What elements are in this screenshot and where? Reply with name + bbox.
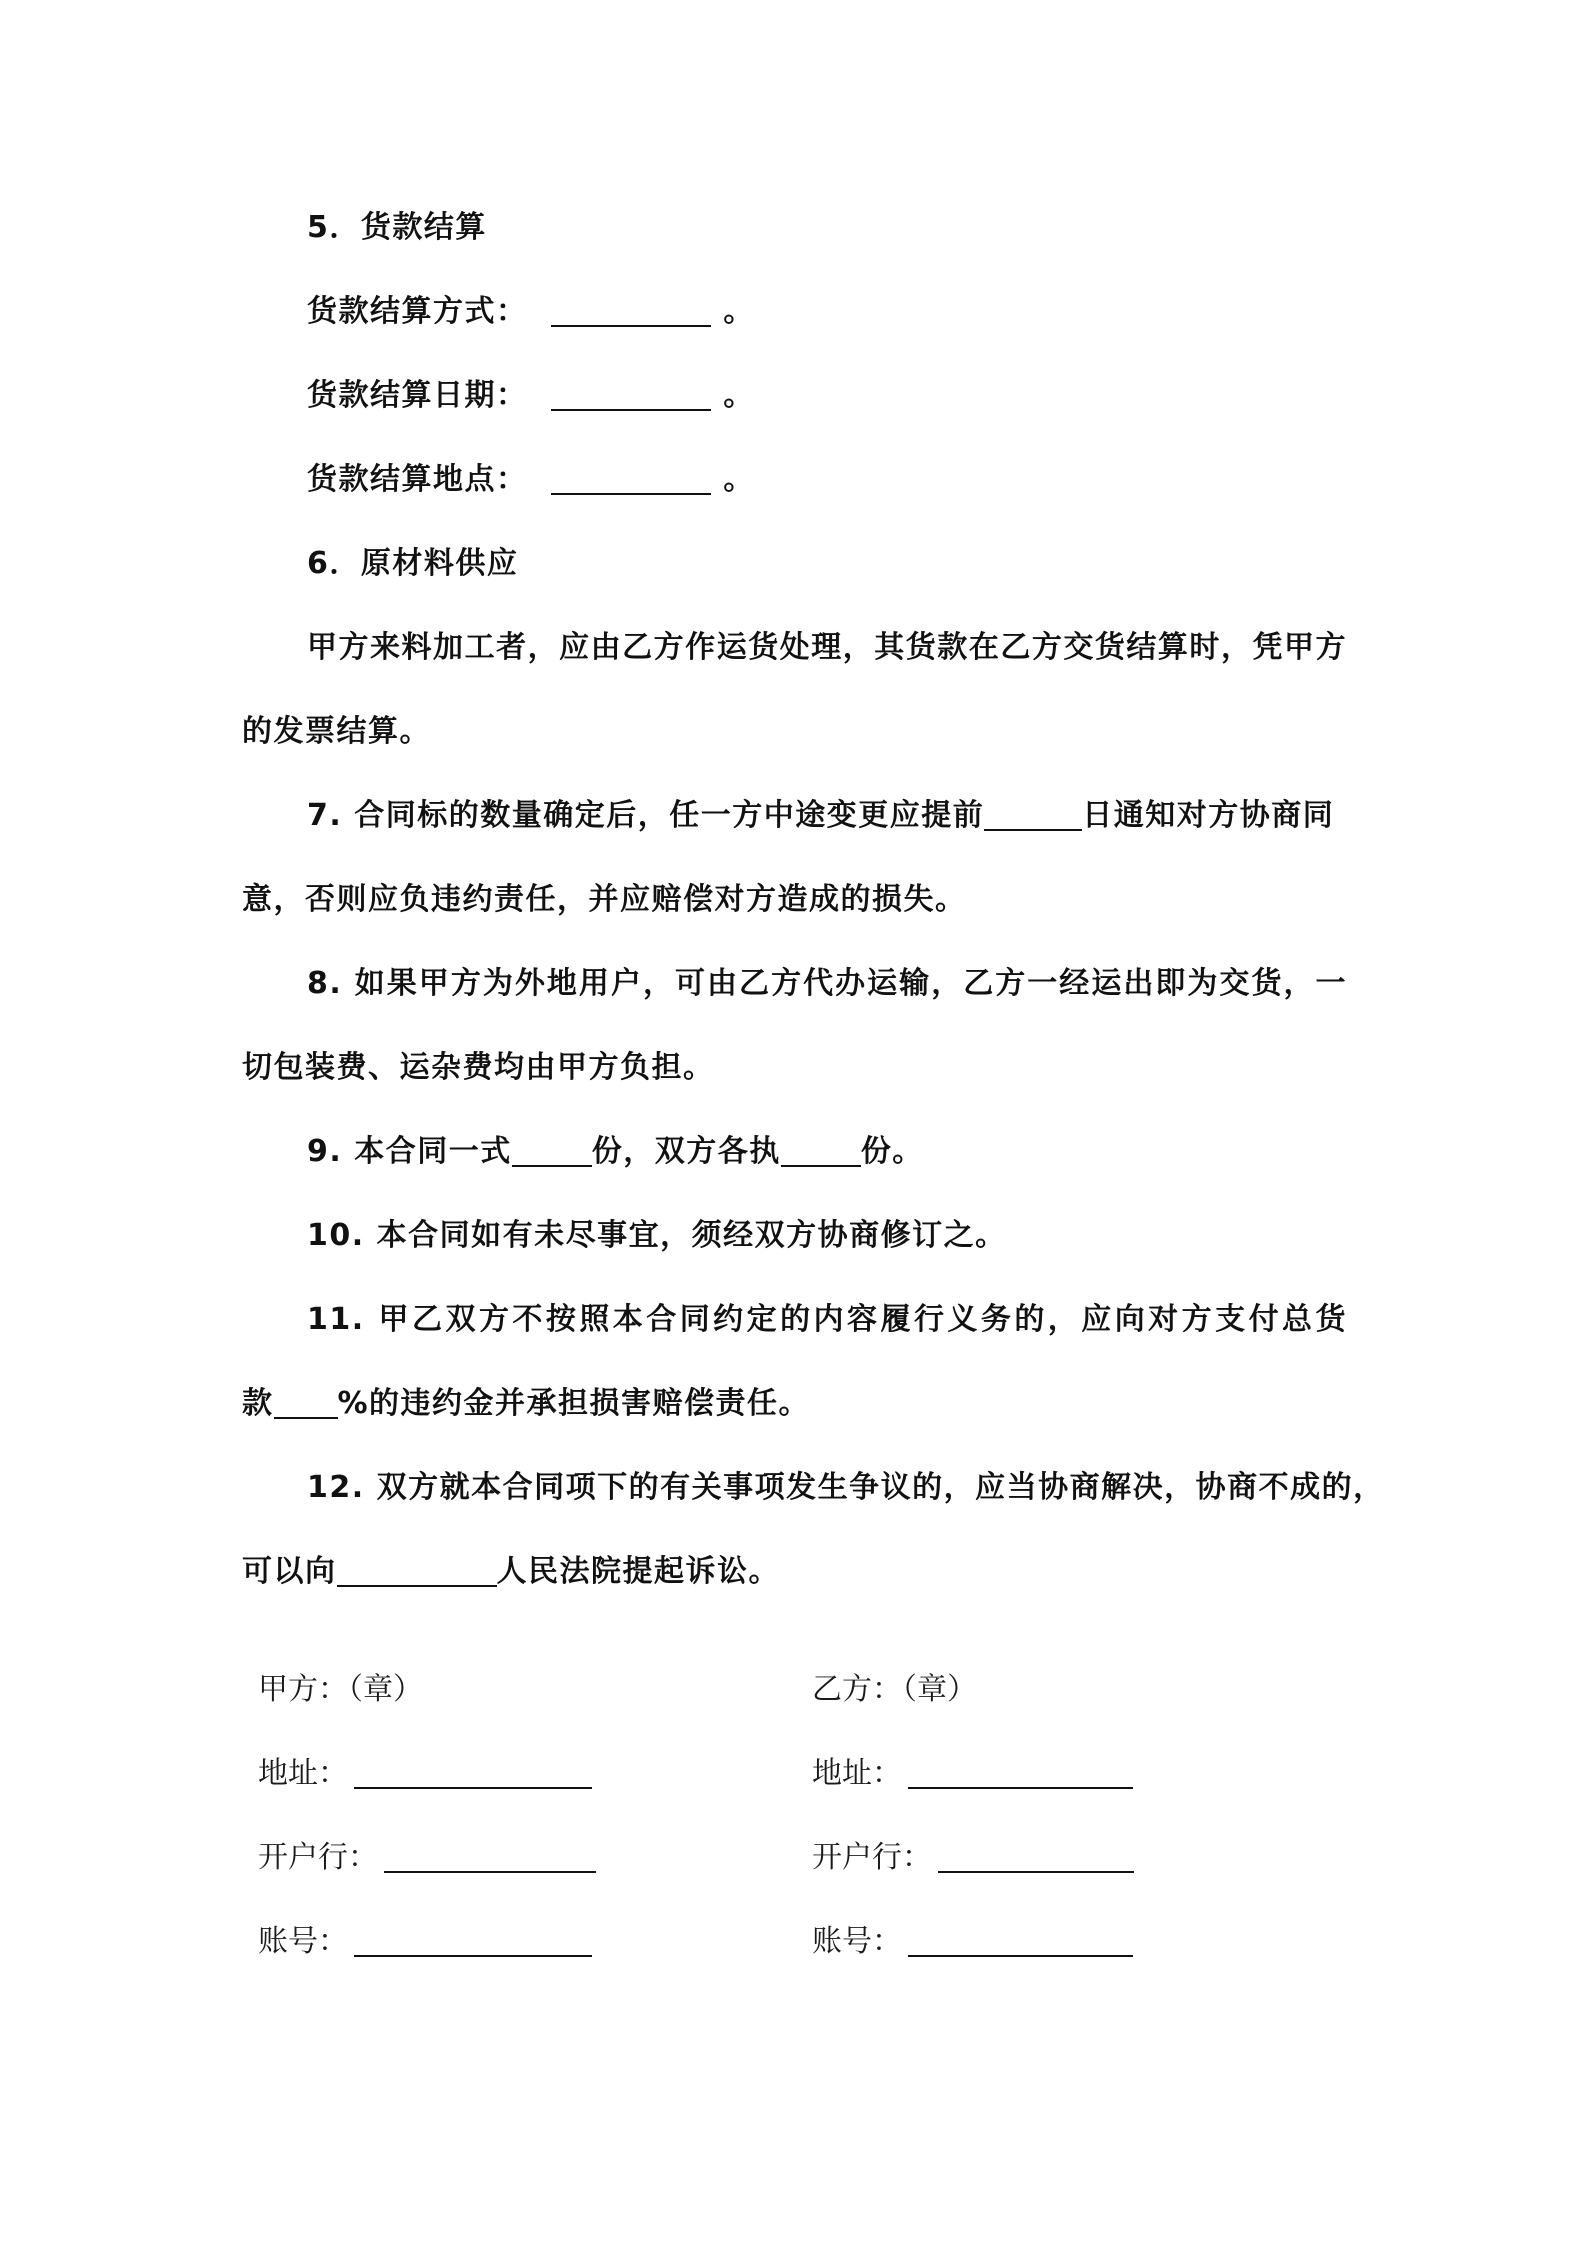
clause-11-text-a: 款 bbox=[242, 1386, 274, 1421]
party-b-bank-row bbox=[812, 1828, 1134, 1888]
clause-7-text-a: 7. 合同标的数量确定后，任一方中途变更应提前 bbox=[307, 798, 985, 833]
copies-each-blank[interactable] bbox=[781, 1135, 861, 1167]
party-b-address-row bbox=[812, 1744, 1133, 1804]
party-a-bank-row bbox=[258, 1828, 596, 1888]
settlement-place-label: 货款结算地点： bbox=[307, 462, 528, 497]
party-b-title: 乙方：（章） bbox=[812, 1672, 977, 1707]
party-a-address-label: 地址： bbox=[258, 1756, 348, 1791]
party-a-account-blank[interactable] bbox=[354, 1925, 592, 1957]
clause-8-line-2: 切包装费、运杂费均由甲方负担。 bbox=[242, 1050, 715, 1085]
penalty-percent-blank[interactable] bbox=[274, 1387, 338, 1419]
party-a-account-label: 账号： bbox=[258, 1924, 348, 1959]
party-b-bank-blank[interactable] bbox=[938, 1841, 1134, 1873]
settlement-place-row bbox=[307, 450, 1347, 510]
clause-9-text-a: 9. 本合同一式 bbox=[307, 1134, 512, 1169]
section-6-heading bbox=[307, 534, 1347, 594]
settlement-date-label: 货款结算日期： bbox=[307, 378, 528, 413]
clause-8-line-1: 8. 如果甲方为外地用户，可由乙方代办运输，乙方一经运出即为交货，一 bbox=[307, 966, 1347, 1001]
party-b-account-label: 账号： bbox=[812, 1924, 902, 1959]
clause-7-text-b: 日通知对方协商同 bbox=[1082, 798, 1335, 833]
period: 。 bbox=[723, 462, 755, 497]
clause-12-text-b: 人民法院提起诉讼。 bbox=[496, 1554, 780, 1589]
settlement-date-blank[interactable] bbox=[551, 379, 711, 411]
period: 。 bbox=[723, 378, 755, 413]
section-6-line-1: 甲方来料加工者，应由乙方作运货处理，其货款在乙方交货结算时，凭甲方 bbox=[307, 630, 1347, 665]
court-name-blank[interactable] bbox=[337, 1555, 497, 1587]
clause-10: 10. 本合同如有未尽事宜，须经双方协商修订之。 bbox=[307, 1218, 1007, 1253]
period: 。 bbox=[723, 294, 755, 329]
settlement-date-row bbox=[307, 366, 1347, 426]
clause-12-text-a: 可以向 bbox=[242, 1554, 337, 1589]
settlement-place-blank[interactable] bbox=[551, 463, 711, 495]
section-6-heading-text: 6．原材料供应 bbox=[307, 546, 519, 581]
section-5-heading-text: 5．货款结算 bbox=[307, 210, 487, 245]
party-a-title: 甲方：（章） bbox=[258, 1672, 423, 1707]
clause-11-text-b: %的违约金并承担损害赔偿责任。 bbox=[337, 1386, 811, 1421]
section-6-line-2: 的发票结算。 bbox=[242, 714, 431, 749]
clause-9-text-c: 份。 bbox=[860, 1134, 924, 1169]
clause-9-text-b: 份，双方各执 bbox=[591, 1134, 781, 1169]
party-a-address-blank[interactable] bbox=[354, 1757, 592, 1789]
clause-7-line-2: 意，否则应负违约责任，并应赔偿对方造成的损失。 bbox=[242, 882, 967, 917]
party-b-address-label: 地址： bbox=[812, 1756, 902, 1791]
clause-11-line-1: 11. 甲乙双方不按照本合同约定的内容履行义务的，应向对方支付总货 bbox=[307, 1302, 1347, 1337]
clause-9 bbox=[307, 1122, 1347, 1182]
party-b-account-blank[interactable] bbox=[908, 1925, 1133, 1957]
clause-12-line-2 bbox=[242, 1542, 1346, 1602]
party-b-account-row bbox=[812, 1912, 1133, 1972]
settlement-method-row bbox=[307, 282, 1347, 342]
notice-days-blank[interactable] bbox=[984, 799, 1082, 831]
settlement-method-label: 货款结算方式： bbox=[307, 294, 528, 329]
section-5-heading bbox=[307, 198, 1347, 258]
party-a-bank-label: 开户行： bbox=[258, 1840, 378, 1875]
clause-7-line-1 bbox=[307, 786, 1347, 846]
copies-total-blank[interactable] bbox=[512, 1135, 592, 1167]
settlement-method-blank[interactable] bbox=[551, 295, 711, 327]
party-b-bank-label: 开户行： bbox=[812, 1840, 932, 1875]
party-a-account-row bbox=[258, 1912, 592, 1972]
party-a-address-row bbox=[258, 1744, 592, 1804]
clause-12-line-1: 12. 双方就本合同项下的有关事项发生争议的，应当协商解决，协商不成的， bbox=[307, 1470, 1385, 1505]
clause-11-line-2 bbox=[242, 1374, 1346, 1434]
party-b-address-blank[interactable] bbox=[908, 1757, 1133, 1789]
party-a-bank-blank[interactable] bbox=[384, 1841, 596, 1873]
